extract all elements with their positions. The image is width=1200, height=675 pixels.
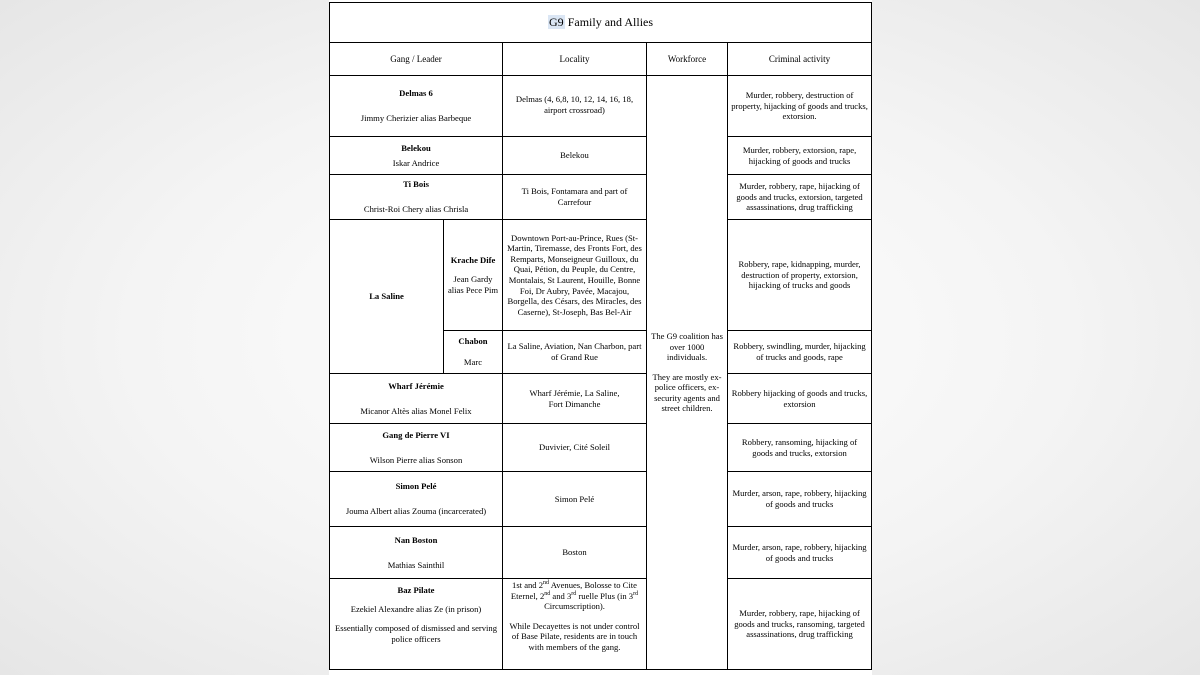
- locality-cell: Ti Bois, Fontamara and part of Carrefour: [503, 175, 647, 220]
- gang-name: Ti Bois: [403, 179, 429, 190]
- header-workforce: Workforce: [647, 43, 728, 76]
- gang-leader: Micanor Altès alias Monel Felix: [360, 405, 472, 416]
- activity-cell: Murder, robbery, rape, hijacking of goods and trucks, ransoming, targeted assassinations, drug trafficking: [728, 579, 872, 670]
- gang-name: Belekou: [401, 142, 431, 153]
- document-page: [329, 0, 872, 675]
- gang-leader: Ezekiel Alexandre alias Ze (in prison): [350, 603, 482, 614]
- table-row: [330, 76, 872, 137]
- subgang-cell: [444, 331, 503, 374]
- table-row: [330, 424, 872, 472]
- gang-name: Delmas 6: [399, 88, 433, 99]
- gang-name: La Saline: [330, 220, 444, 374]
- table-row: [330, 579, 872, 670]
- activity-cell: Robbery, swindling, murder, hijacking of trucks and goods, rape: [728, 331, 872, 374]
- subgang-name: Chabon: [458, 336, 488, 347]
- gang-leader: Christ-Roi Chery alias Chrisla: [363, 204, 469, 214]
- header-activity: Criminal activity: [728, 43, 872, 76]
- gang-cell: [330, 374, 503, 424]
- workforce-text-1: The G9 coalition has over 1000 individuals.: [651, 330, 723, 363]
- locality-text: and 3: [550, 590, 572, 601]
- locality-text: Avenues, Bolosse to Cite Eternel, 2: [510, 580, 637, 601]
- locality-text: 1st and 2: [512, 580, 544, 590]
- subgang-cell: [444, 220, 503, 331]
- ordinal-suffix: rd: [633, 590, 639, 597]
- subgang-name: Krache Dife: [450, 254, 496, 265]
- table-row: [330, 137, 872, 175]
- workforce-text-2: They are mostly ex-police officers, ex-security agents and street children.: [652, 371, 722, 414]
- gang-cell: [330, 424, 503, 472]
- locality-cell: Wharf Jérémie, La Saline, Fort Dimanche: [503, 374, 647, 424]
- locality-cell: Boston: [503, 527, 647, 579]
- gang-name: Nan Boston: [394, 534, 438, 545]
- gang-name: Simon Pelé: [395, 481, 437, 492]
- activity-cell: Robbery, ransoming, hijacking of goods and trucks, extorsion: [728, 424, 872, 472]
- gang-name: Gang de Pierre VI: [382, 429, 450, 440]
- title-g9: G9: [549, 15, 564, 30]
- table-row: [330, 527, 872, 579]
- locality-text: ruelle Plus (in 3: [576, 590, 634, 601]
- locality-cell: Simon Pelé: [503, 472, 647, 527]
- gang-name: Baz Pilate: [397, 585, 435, 595]
- locality-cell: Delmas (4, 6,8, 10, 12, 14, 16, 18, airport crossroad): [503, 76, 647, 137]
- activity-cell: Robbery hijacking of goods and trucks, extorsion: [728, 374, 872, 424]
- activity-cell: Robbery, rape, kidnapping, murder, destruction of property, extorsion, hijacking of trucks and goods: [728, 220, 872, 331]
- gang-cell: [330, 579, 503, 670]
- locality-cell: La Saline, Aviation, Nan Charbon, part of Grand Rue: [503, 331, 647, 374]
- title-text: Family and Allies: [564, 15, 654, 30]
- locality-note: While Decayettes is not under control of Base Pilate, residents are in touch with members of the gang.: [509, 620, 640, 652]
- table-row: [330, 374, 872, 424]
- locality-cell: Belekou: [503, 137, 647, 175]
- gang-note: Essentially composed of dismissed and serving police officers: [334, 623, 498, 644]
- gang-name: Wharf Jérémie: [388, 380, 444, 391]
- subgang-leader: Marc: [463, 357, 483, 367]
- g9-table: [329, 2, 872, 670]
- activity-cell: Murder, robbery, rape, hijacking of goods and trucks, extorsion, targeted assassinations, drug trafficking: [728, 175, 872, 220]
- workforce-cell: [647, 76, 728, 670]
- activity-cell: Murder, arson, rape, robbery, hijacking of goods and trucks: [728, 472, 872, 527]
- table-title: [330, 3, 872, 43]
- gang-cell: [330, 472, 503, 527]
- ordinal-suffix: nd: [544, 590, 551, 597]
- gang-leader: Jouma Albert alias Zouma (incarcerated): [345, 506, 487, 516]
- activity-cell: Murder, arson, rape, robbery, hijacking of goods and trucks: [728, 527, 872, 579]
- subgang-leader: Jean Gardy alias Pece Pim: [447, 274, 499, 295]
- table-row: [330, 472, 872, 527]
- locality-cell: Downtown Port-au-Prince, Rues (St-Martin, Tiremasse, des Fronts Fort, des Remparts, Monseigneur Guilloux, du Quai, Pétion, du Peuple, du Centre, Montalais, St Laurent, Houille, Bonne Foi, Dr Aubry, Pavée, Macajou, Borgella, des Césars, des Miracles, des Caserne), St-Joseph, Bas Bel-Air: [503, 220, 647, 331]
- ordinal-suffix: nd: [543, 580, 550, 587]
- gang-leader: Iskar Andrice: [392, 157, 440, 168]
- locality-text: Circumscription).: [544, 601, 605, 612]
- table-row: [330, 220, 872, 331]
- activity-cell: Murder, robbery, destruction of property, hijacking of goods and trucks, extorsion.: [728, 76, 872, 137]
- locality-cell: [503, 579, 647, 670]
- header-gang: Gang / Leader: [330, 43, 503, 76]
- gang-cell: [330, 76, 503, 137]
- header-locality: Locality: [503, 43, 647, 76]
- ordinal-suffix: rd: [571, 590, 577, 597]
- gang-leader: Jimmy Cherizier alias Barbeque: [360, 113, 472, 123]
- table-row: [330, 175, 872, 220]
- locality-cell: Duvivier, Cité Soleil: [503, 424, 647, 472]
- gang-cell: [330, 175, 503, 220]
- gang-leader: Mathias Sainthil: [387, 559, 445, 570]
- activity-cell: Murder, robbery, extorsion, rape, hijacking of goods and trucks: [728, 137, 872, 175]
- gang-cell: [330, 137, 503, 175]
- gang-cell: [330, 527, 503, 579]
- gang-leader: Wilson Pierre alias Sonson: [369, 454, 463, 465]
